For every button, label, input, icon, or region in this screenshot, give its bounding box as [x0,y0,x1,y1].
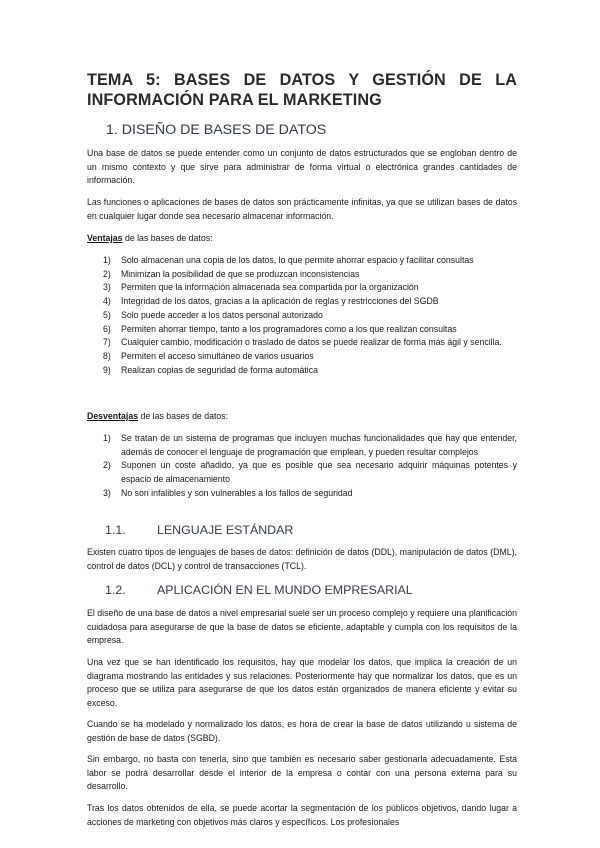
ventajas-list [103,254,517,377]
list-item-number: 2) [103,268,111,279]
ventaja-item [103,309,517,323]
list-item-number: 1) [103,433,111,443]
list-item-number: 3) [103,487,111,498]
paragraph-enterprise-design: El diseño de una base de datos a nivel empresarial suele ser un proceso complejo y requiere una planificación cuidadosa para asegurarse de que la base de datos se eficiente, adaptable y cumpla con los requisitos de la empresa. [87,608,517,646]
list-item-text: Suponen un coste añadido, ya que es posible que sea necesario adquirir máquinas potentes y espacio de almacenamiento [121,460,517,485]
ventaja-item [103,323,517,337]
list-item-number: 9) [103,364,111,375]
list-item-number: 3) [103,282,111,293]
paragraph-languages: Existen cuatro tipos de lenguajes de bases de datos: definición de datos (DDL), manipulación de datos (DML), control de datos (DCL) y control de transacciones (TCL). [87,547,517,571]
ventaja-item [103,281,517,295]
list-item-number: 4) [103,296,111,307]
list-item-text: Realizan copias de seguridad de forma automática [121,364,318,375]
paragraph-sgbd: Cuando se ha modelado y normalizado los datos, es hora de crear la base de datos utilizando u sistema de gestión de base de datos (SGBD). [87,719,517,743]
ventaja-item [103,268,517,282]
subsection-number: 1.1. [105,523,126,537]
ventaja-item [103,336,517,350]
subsection-heading-1-1 [105,522,293,538]
list-item-number: 6) [103,323,111,334]
section-heading-1: 1. DISEÑO DE BASES DE DATOS [106,122,327,138]
paragraph-management: Sin embargo, no basta con tenerla, sino que también es necesario saber gestionarla adecuadamente. Esta labor se podrá desarrollar desde el interior de la empresa o contar con una persona externa para su desarrollo. [87,754,517,792]
ventajas-suffix: de las bases de datos: [122,233,213,243]
document-title: TEMA 5: BASES DE DATOS Y GESTIÓN DE LA INFORMACIÓN PARA EL MARKETING [87,71,517,109]
list-item-text: Cualquier cambio, modificación o traslado de datos se puede realizar de forma más ágil y sencilla. [121,337,502,348]
list-item-number: 5) [103,309,111,320]
list-item-number: 2) [103,460,111,471]
ventaja-item [103,364,517,378]
list-item-text: Se tratan de un sistema de programas que incluyen muchas funcionalidades que hay que entender, además de conocer el lenguaje de programación que emplean, y pueden resultar complejos [121,433,517,457]
ventaja-item [103,254,517,268]
ventajas-label [87,232,213,246]
desventaja-item [103,432,517,459]
list-item-number: 1) [103,255,111,265]
list-item-text: Solo puede acceder a los datos personal autorizado [121,309,323,320]
subsection-title: APLICACIÓN EN EL MUNDO EMPRESARIAL [157,583,413,597]
desventaja-item [103,459,517,486]
desventajas-underlined: Desventajas [87,411,139,421]
desventajas-list [103,432,517,501]
ventaja-item [103,295,517,309]
subsection-heading-1-2 [105,582,413,598]
subsection-title: LENGUAJE ESTÁNDAR [157,523,294,537]
subsection-number: 1.2. [105,583,126,597]
paragraph-definition: Una base de datos se puede entender como un conjunto de datos estructurados que se engloban dentro de un mismo contexto y que sirve para administrar de forma virtual o electrónica grandes cantidades de información. [87,148,517,186]
paragraph-functions: Las funciones o aplicaciones de bases de datos son prácticamente infinitas, ya que se utilizan bases de datos en cualquier lugar donde sea necesario almacenar información. [87,197,517,221]
ventajas-underlined: Ventajas [87,233,123,243]
paragraph-segmentation: Tras los datos obtenidos de ella, se puede acortar la segmentación de los públicos objetivos, dando lugar a acciones de marketing con objetivos más claros y específicos. Los profesionales [87,803,517,827]
list-item-text: Permiten que la información almacenada sea compartida por la organización [121,282,419,293]
desventajas-label [87,410,228,424]
list-item-number: 7) [103,337,111,348]
desventaja-item [103,487,517,501]
desventajas-suffix: de las bases de datos: [138,411,229,421]
list-item-text: No son infalibles y son vulnerables a los fallos de seguridad [121,487,353,498]
list-item-text: Permiten el acceso simultáneo de varios usuarios [121,350,314,361]
list-item-text: Minimizan la posibilidad de que se produzcan inconsistencias [121,268,360,279]
list-item-text: Integridad de los datos, gracias a la aplicación de reglas y restricciones del SGDB [121,296,439,307]
list-item-text: Permiten ahorrar tiempo, tanto a los programadores como a los que realizan consultas [121,323,457,334]
list-item-text: Solo almacenan una copia de los datos, lo que permite ahorrar espacio y facilitar consultas [121,255,474,265]
paragraph-modeling: Una vez que se han identificado los requisitos, hay que modelar los datos, que implica la creación de un diagrama mostrando las entidades y sus relaciones. Posteriormente hay que normalizar los datos, que es un proceso que se utiliza para asegurarse de que los datos están organizados de manera eficiente y evitar su exceso. [87,657,517,709]
ventaja-item [103,350,517,364]
list-item-number: 8) [103,350,111,361]
